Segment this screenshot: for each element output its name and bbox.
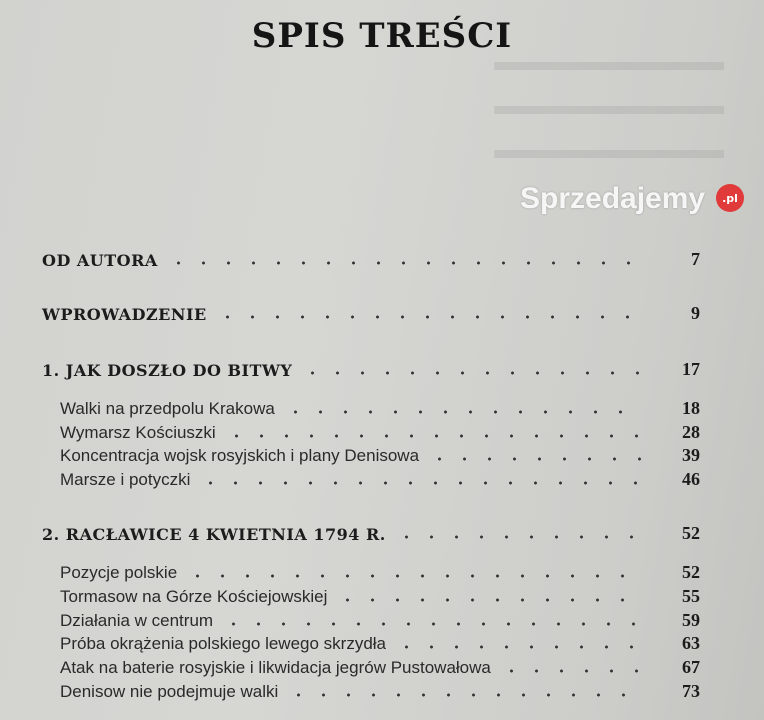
- toc-entry-label: Marsze i potyczki: [60, 470, 191, 489]
- toc-entry-label: Próba okrążenia polskiego lewego skrzydła: [60, 634, 387, 653]
- dot-leader: [221, 621, 642, 627]
- toc-page-number: 55: [682, 586, 700, 606]
- bleed-through-text: [494, 40, 724, 170]
- page-title: SPIS TREŚCI: [251, 16, 513, 56]
- toc-page-number: 67: [682, 657, 700, 677]
- toc-entry-label: Walki na przedpolu Krakowa: [60, 399, 275, 418]
- toc-page-number: 18: [682, 398, 700, 418]
- watermark-logo: Sprzedajemy: [520, 182, 706, 215]
- toc-entry: [0, 678, 764, 702]
- toc-entry-label: Działania w centrum: [60, 611, 214, 630]
- toc-entry: [0, 442, 764, 466]
- dot-leader: [198, 480, 642, 486]
- toc-entry-label: Koncentracja wojsk rosyjskich i plany Denisowa: [60, 446, 420, 465]
- toc-entry: [0, 395, 764, 419]
- dot-leader: [286, 692, 642, 698]
- toc-entry: [0, 654, 764, 678]
- dot-leader: [224, 433, 642, 439]
- dot-leader: [335, 597, 642, 603]
- dot-leader: [283, 409, 642, 415]
- toc-entry: [0, 630, 764, 654]
- dot-leader: [394, 644, 642, 650]
- toc-page-number: 39: [682, 445, 700, 465]
- toc-entry-label: Denisow nie podejmuje walki: [60, 682, 279, 701]
- toc-page-number: 28: [682, 422, 700, 442]
- toc-entry: [0, 246, 764, 270]
- dot-leader: [499, 668, 642, 674]
- toc-entry: [0, 520, 764, 544]
- toc-page-number: 52: [682, 523, 700, 543]
- toc-entry-label: Tormasow na Górze Kościejowskiej: [60, 587, 328, 606]
- toc-page-number: 59: [682, 610, 700, 630]
- toc-entry: [0, 607, 764, 631]
- toc-page-number: 9: [691, 303, 700, 323]
- dot-leader: [185, 573, 642, 579]
- toc-entry-label: WPROWADZENIE: [42, 305, 207, 324]
- toc-entry: [0, 559, 764, 583]
- toc-entry-label: 2. RACŁAWICE 4 KWIETNIA 1794 R.: [42, 525, 386, 544]
- toc-page-number: 46: [682, 469, 700, 489]
- toc-entry: [0, 419, 764, 443]
- toc-page-number: 52: [682, 562, 700, 582]
- toc-entry-label: Atak na baterie rosyjskie i likwidacja jegrów Pustowałowa: [60, 658, 491, 677]
- toc-entry: [0, 466, 764, 490]
- toc-page-number: 17: [682, 359, 700, 379]
- dot-leader: [166, 260, 642, 266]
- toc-entry: [0, 356, 764, 380]
- dot-leader: [215, 314, 642, 320]
- toc-entry-label: Wymarsz Kościuszki: [60, 423, 216, 442]
- watermark-badge: .pl: [716, 184, 744, 212]
- toc-entry-label: OD AUTORA: [42, 251, 158, 270]
- toc-page-number: 63: [682, 633, 700, 653]
- toc-page-number: 73: [682, 681, 700, 701]
- toc-entry: [0, 583, 764, 607]
- toc-page-number: 7: [691, 249, 700, 269]
- dot-leader: [300, 370, 642, 376]
- toc-entry: [0, 300, 764, 324]
- toc-entry-label: 1. JAK DOSZŁO DO BITWY: [42, 361, 293, 380]
- toc-entry-label: Pozycje polskie: [60, 563, 178, 582]
- dot-leader: [394, 534, 642, 540]
- dot-leader: [427, 456, 642, 462]
